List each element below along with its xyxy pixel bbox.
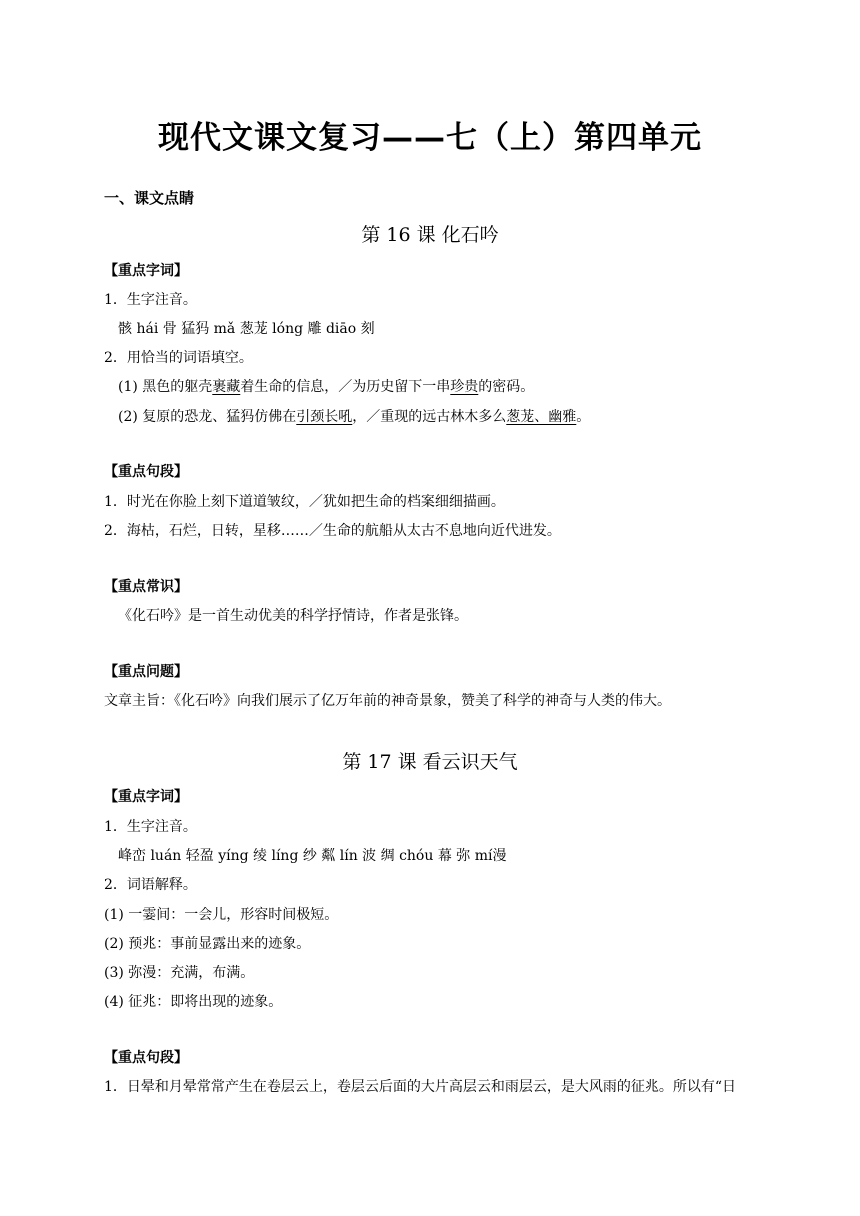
fill-item-2: (2) 复原的恐龙、猛犸仿佛在引颈长吼，／重现的远古林木多么葱茏、幽雅。 [118, 409, 591, 425]
key-sentences-tag: 【重点句段】 [104, 1050, 188, 1066]
key-words-tag: 【重点字词】 [104, 263, 188, 279]
pinyin-line: 峰峦 luán 轻盈 yíng 绫 líng 纱 粼 lín 波 绸 chóu 幕 弥 mí漫 [118, 848, 507, 864]
definition-instruction: 2．词语解释。 [104, 877, 197, 893]
lesson-16-heading: 第 16 课 化石吟 [361, 224, 499, 246]
definition-4: (4) 征兆：即将出现的迹象。 [104, 994, 283, 1010]
fill-item-1: (1) 黑色的躯壳裹藏着生命的信息，／为历史留下一串珍贵的密码。 [118, 379, 535, 395]
key-sentences-tag: 【重点句段】 [104, 464, 188, 480]
sentence-1: 1．日晕和月晕常常产生在卷层云上，卷层云后面的大片高层云和雨层云，是大风雨的征兆。所以有“日 [104, 1079, 737, 1095]
definition-2: (2) 预兆：事前显露出来的迹象。 [104, 936, 311, 952]
theme-text: 文章主旨：《化石吟》向我们展示了亿万年前的神奇景象，赞美了科学的神奇与人类的伟大。 [104, 693, 671, 709]
underlined-answer: 葱茏、幽雅 [506, 409, 577, 425]
fill-instruction: 2．用恰当的词语填空。 [104, 350, 253, 366]
sentence-2: 2．海枯，石烂，日转，星移……／生命的航船从太古不息地向近代进发。 [104, 523, 561, 539]
key-question-tag: 【重点问题】 [104, 664, 188, 680]
sentence-1: 1．时光在你脸上刻下道道皱纹，／犹如把生命的档案细细描画。 [104, 494, 505, 510]
pinyin-line: 骸 hái 骨 猛犸 mǎ 葱茏 lóng 雕 diāo 刻 [118, 321, 375, 337]
definition-3: (3) 弥漫：充满，布满。 [104, 965, 255, 981]
key-words-tag: 【重点字词】 [104, 789, 188, 805]
pinyin-instruction: 1．生字注音。 [104, 292, 197, 308]
underlined-answer: 珍贵 [450, 379, 479, 395]
knowledge-text: 《化石吟》是一首生动优美的科学抒情诗，作者是张锋。 [118, 608, 468, 624]
underlined-answer: 引颈长吼 [296, 409, 353, 425]
underlined-answer: 裹藏 [212, 379, 241, 395]
pinyin-instruction: 1．生字注音。 [104, 819, 197, 835]
key-knowledge-tag: 【重点常识】 [104, 579, 188, 595]
section-heading: 一、课文点睛 [104, 189, 195, 207]
page-title: 现代文课文复习——七（上）第四单元 [158, 120, 702, 156]
lesson-17-heading: 第 17 课 看云识天气 [342, 751, 518, 773]
definition-1: (1) 一霎间：一会儿，形容时间极短。 [104, 907, 339, 923]
